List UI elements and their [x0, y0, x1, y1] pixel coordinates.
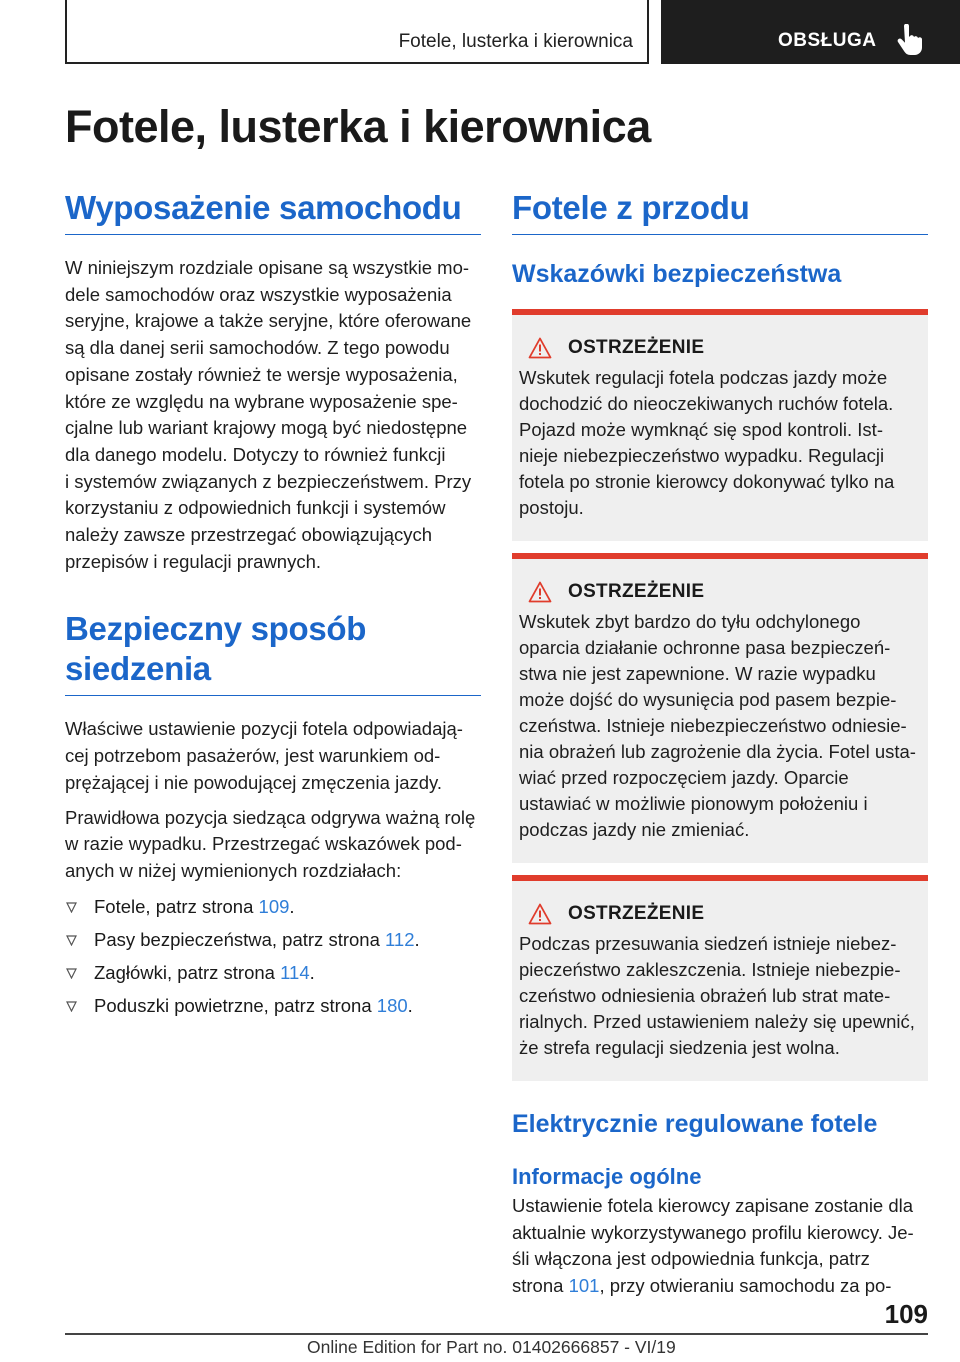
subsection-title-wskazowki: Wskazówki bezpieczeństwa — [512, 260, 842, 288]
text-line: wiać przed rozpoczęciem jazdy. Oparcie — [519, 767, 849, 788]
warning-box — [512, 553, 928, 863]
text-line: Wskutek zbyt bardzo do tyłu odchylonego — [519, 611, 861, 632]
warning-triangle-icon — [528, 337, 552, 359]
text-line: czeństwo odniesienia obrażeń lub strat mate‐ — [519, 985, 891, 1006]
triangle-bullet-icon — [66, 1001, 77, 1012]
left-column — [65, 188, 481, 1026]
paragraph-wyposazenie — [65, 255, 481, 575]
warning-title: OSTRZEŻENIE — [568, 903, 705, 924]
text-line: opisane zostały również te wersje wyposażenia, — [65, 363, 458, 385]
list-item-text: Zagłówki, patrz strona — [94, 961, 281, 983]
warning-header — [519, 337, 920, 359]
warning-box — [512, 309, 928, 541]
text-line: nieje niebezpieczeństwo wypadku. Regulacji — [519, 445, 885, 466]
text-line: rialnych. Przed ustawieniem należy się upewnić, — [519, 1011, 915, 1032]
hand-pointer-icon — [895, 24, 923, 56]
triangle-bullet-icon — [66, 968, 77, 979]
text-line: fotela po stronie kierowcy dokonywać tylko na — [519, 471, 895, 492]
footer-edition: Online Edition for Part no. 01402666857 - VI/19 — [307, 1337, 676, 1357]
paragraph-siedzenie-1 — [65, 716, 481, 796]
text-line: dochodzić do nieoczekiwanych ruchów fotela. — [519, 393, 894, 414]
page-link[interactable]: 114 — [280, 961, 310, 983]
text-line: Właściwe ustawienie pozycji fotela odpowiadają‐ — [65, 718, 463, 740]
text-line: anych w niżej wymienionych rozdziałach: — [65, 859, 402, 881]
text-line: przepisów i regulacji prawnych. — [65, 550, 322, 572]
warning-title: OSTRZEŻENIE — [568, 337, 705, 358]
list-item: Fotele, patrz strona 109. — [65, 894, 481, 920]
text-line: należy zawsze przestrzegać obowiązujących — [65, 524, 433, 546]
header-chapter-box — [65, 0, 649, 64]
text-line: w razie wypadku. Przestrzegać wskazówek pod‐ — [65, 833, 462, 855]
page-link[interactable]: 180 — [376, 994, 408, 1016]
warning-text — [519, 609, 920, 843]
text-line: aktualnie wykorzystywanego profilu kierowcy. Je‐ — [512, 1221, 914, 1243]
text-line: stwa nie jest zapewnione. W razie wypadku — [519, 663, 876, 684]
section-title-bezpieczny-sposob — [65, 609, 481, 696]
paragraph-informacje — [512, 1193, 928, 1300]
text-line: cej potrzebom pasażerów, jest warunkiem od‐ — [65, 745, 441, 767]
text-line: Podczas przesuwania siedzeń istnieje niebez‐ — [519, 933, 897, 954]
page-title: Fotele, lusterka i kierownica — [65, 101, 651, 152]
footer-divider — [65, 1333, 928, 1335]
text-line: może dojść do wysunięcia pod pasem bezpie‐ — [519, 689, 897, 710]
warning-header — [519, 581, 920, 603]
page-number: 109 — [884, 1299, 928, 1329]
header-section-label: OBSŁUGA — [778, 30, 877, 51]
text-line: postoju. — [519, 497, 584, 518]
text-line: oparcia działanie ochronne pasa bezpieczeń‐ — [519, 637, 891, 658]
text-line: że strefa regulacji siedzenia jest wolna. — [519, 1037, 840, 1058]
text-line: podczas jazdy nie zmieniać. — [519, 819, 750, 840]
page-link[interactable]: 109 — [258, 895, 290, 917]
text-line: pieczeństwo zakleszczenia. Istnieje niebezpie‐ — [519, 959, 901, 980]
text-line: nia obrażeń lub zagrożenie dla życia. Fotel usta‐ — [519, 741, 916, 762]
reference-list — [65, 894, 481, 1019]
text-line: , przy otwieraniu samochodu za po‐ — [599, 1275, 892, 1297]
text-line: Wskutek regulacji fotela podczas jazdy może — [519, 367, 888, 388]
text-line: seryjne, krajowe a także seryjne, które oferowane — [65, 310, 472, 332]
text-line: które ze względu na wybrane wyposażenie spe‐ — [65, 390, 458, 412]
paragraph-siedzenie-2 — [65, 805, 481, 885]
subsection-title-elektrycznie: Elektrycznie regulowane fotele — [512, 1110, 878, 1138]
section-title-fotele-z-przodu: Fotele z przodu — [512, 188, 928, 235]
warning-triangle-icon — [528, 581, 552, 603]
text-line: śli włączona jest odpowiednia funkcja, patrz — [512, 1248, 870, 1270]
section-title-wyposazenie: Wyposażenie samochodu — [65, 188, 481, 235]
list-item: Pasy bezpieczeństwa, patrz strona 112. — [65, 927, 481, 953]
text-line: ustawiać w możliwie pionowym położeniu i — [519, 793, 868, 814]
text-line: dele samochodów oraz wszystkie wyposażenia — [65, 283, 452, 305]
header-section-box — [661, 0, 960, 64]
warning-box — [512, 875, 928, 1081]
list-item-text: Fotele, patrz strona — [94, 895, 259, 917]
triangle-bullet-icon — [66, 902, 77, 913]
page-link[interactable]: 112 — [385, 928, 415, 950]
list-item-text: Poduszki powietrzne, patrz strona — [94, 994, 377, 1016]
text-line: strona — [512, 1275, 569, 1297]
header-chapter-title: Fotele, lusterka i kierownica — [398, 31, 633, 52]
list-item: Zagłówki, patrz strona 114. — [65, 960, 481, 986]
section-title-line: Bezpieczny sposób — [65, 610, 367, 648]
warning-triangle-icon — [528, 903, 552, 925]
text-line: dla danego modelu. Dotyczy to również funkcji — [65, 443, 446, 465]
text-line: korzystaniu z odpowiednich funkcji i systemów — [65, 497, 446, 519]
page-link[interactable]: 101 — [568, 1275, 600, 1297]
text-line: cjalne lub wariant krajowy mogą być niedostępne — [65, 417, 468, 439]
list-item-text: Pasy bezpieczeństwa, patrz strona — [94, 928, 386, 950]
list-item: Poduszki powietrzne, patrz strona 180. — [65, 993, 481, 1019]
text-line: prężającej i nie powodującej zmęczenia jazdy. — [65, 771, 443, 793]
text-line: Prawidłowa pozycja siedząca odgrywa ważną rolę — [65, 806, 476, 828]
text-line: są dla danej serii samochodów. Z tego powodu — [65, 337, 450, 359]
warning-text — [519, 365, 920, 521]
right-column — [512, 188, 928, 1300]
text-line: czeństwa. Istnieje niebezpieczeństwo odniesie‐ — [519, 715, 907, 736]
warning-title: OSTRZEŻENIE — [568, 581, 705, 602]
text-line: Pojazd może wymknąć się spod kontroli. Ist‐ — [519, 419, 883, 440]
warning-header — [519, 903, 920, 925]
triangle-bullet-icon — [66, 935, 77, 946]
subsubsection-title-informacje: Informacje ogólne — [512, 1164, 702, 1189]
section-title-line: siedzenia — [65, 650, 211, 688]
text-line: i systemów związanych z bezpieczeństwem. Przy — [65, 470, 472, 492]
warning-text — [519, 931, 920, 1061]
text-line: Ustawienie fotela kierowcy zapisane zostanie dla — [512, 1195, 914, 1216]
text-line: W niniejszym rozdziale opisane są wszystkie mo‐ — [65, 257, 470, 278]
